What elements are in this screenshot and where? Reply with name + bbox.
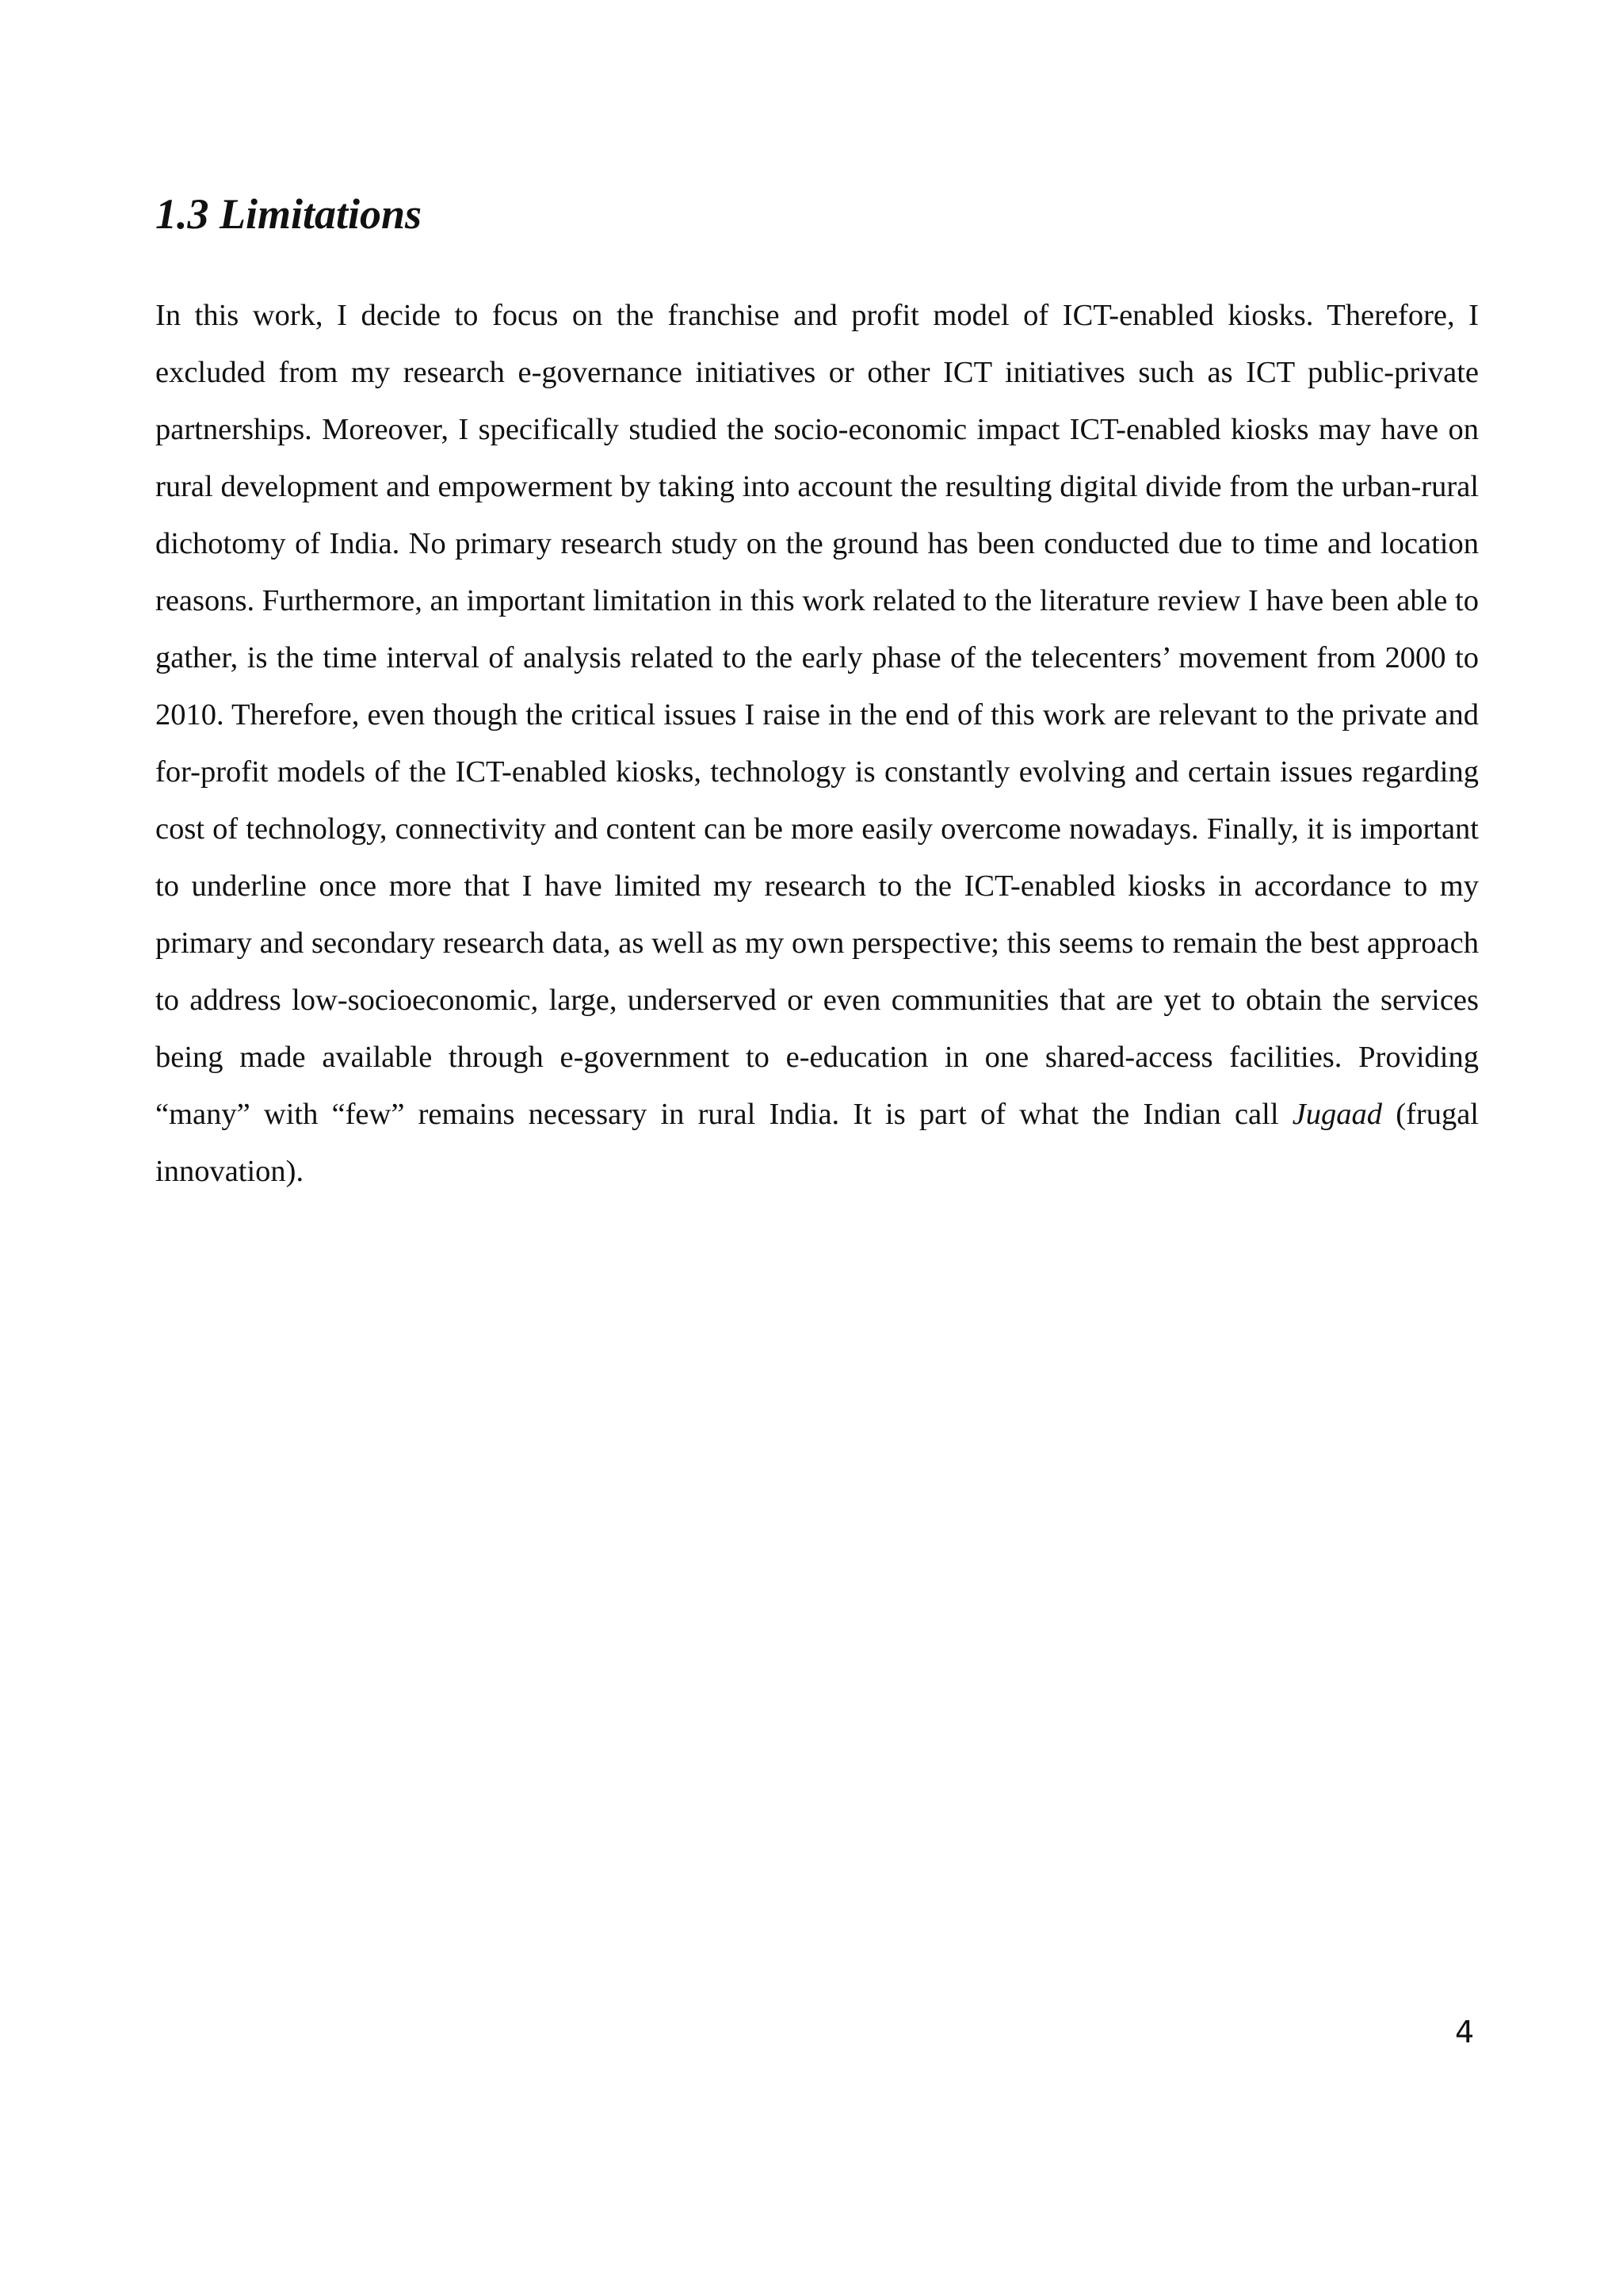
body-paragraph xyxy=(155,287,1479,1200)
italic-term: Jugaad xyxy=(1292,1098,1383,1131)
paragraph-text: In this work, I decide to focus on the franchise and profit model of ICT-enabled kiosks. Therefore, I excluded from my research e-governance initiatives or other ICT initiatives such as ICT public-private partnerships. Moreover, I specifically studied the socio-economic impact ICT-enabled kiosks may have on rural development and empowerment by taking into account the resulting digital divide from the urban-rural dichotomy of India. No primary research study on the ground has been conducted due to time and location reasons. Furthermore, an important limitation in this work related to the literature review I have been able to gather, is the time interval of analysis related to the early phase of the telecenters’ movement from 2000 to 2010. Therefore, even though the critical issues I raise in the end of this work are relevant to the private and for-profit models of the ICT-enabled kiosks, technology is constantly evolving and certain issues regarding cost of technology, connectivity and content can be more easily overcome nowadays. Finally, it is important to underline once more that I have limited my research to the ICT-enabled kiosks in accordance to my primary and secondary research data, as well as my own perspective; this seems to remain the best approach to address low-socioeconomic, large, underserved or even communities that are yet to obtain the services being made available through e-government to e-education in one shared-access facilities. Providing “many” with “few” remains necessary in rural India. It is part of what the Indian call xyxy=(155,299,1479,1131)
section-heading: 1.3 Limitations xyxy=(155,190,422,238)
page-number: 4 xyxy=(1455,2015,1475,2050)
paragraph-text-end: (frugal innovation). xyxy=(155,1098,1479,1188)
